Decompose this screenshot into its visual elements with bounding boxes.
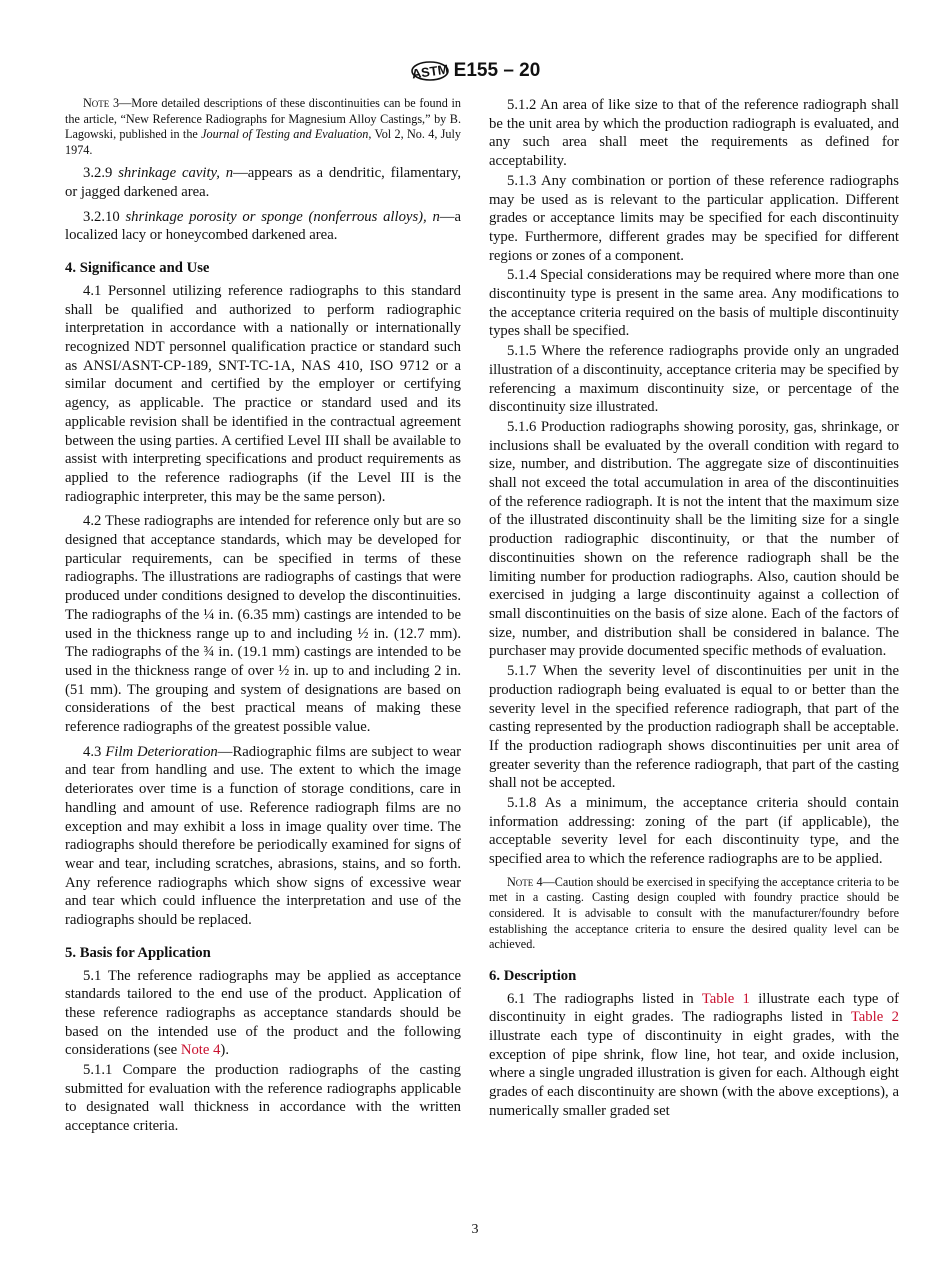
note-paragraph (65, 96, 461, 158)
cross-reference-link[interactable]: Note 4 (180, 1042, 221, 1059)
text-run: 5.1.3 Any combination or portion of these reference radiographs may be used as is relevant to the particular application. Different grades or acceptance limits may be specified for each discontinuity type. Furthermore, different grades may be specified for different regions or zones of a component. (489, 172, 899, 264)
paragraph (489, 172, 899, 266)
paragraph (489, 342, 899, 417)
text-run: 6. Description (489, 967, 577, 984)
text-run: 5. Basis for Application (65, 944, 211, 961)
section-heading (65, 944, 461, 963)
text-run: —Radiographic films are subject to wear and tear from handling and use. The extent to which the image deteriorates over time is a function of storage conditions, care in handling and amount of use. Reference radiograph films are no exception and may exhibit a loss in image quality over time. The radiographs should therefore be periodically examined for signs of wear and tear, including scratches, abrasions, stains, and so forth. Any reference radiographs which show signs of excessive wear and tear which could influence the interpretation and use of the radiographs should be replaced. (65, 743, 462, 929)
paragraph (489, 266, 899, 341)
paragraph (65, 967, 461, 1061)
text-run: 4—Caution should be exercised in specifying the acceptance criteria to be met in a casting. Casting design coupled with foundry practice should be considered. It is advisable to consult with the manufacturer/foundry before establishing the acceptance criteria to ensure the desired quality level can be achieved. (489, 874, 899, 952)
paragraph (489, 96, 899, 171)
paragraph (65, 743, 461, 930)
document-designation: E155 – 20 (453, 60, 541, 81)
cross-reference-link[interactable]: Table 2 (850, 1009, 899, 1026)
text-run: illustrate each type of discontinuity in eight grades, with the exception of pipe shrink, flow line, hot tear, and oxide inclusion, where a single ungraded illustration is given for each. Although eight grades of each discontinuity are shown (with the above exceptions), a numerically smaller graded set (489, 1027, 899, 1119)
text-run: Note (507, 874, 534, 889)
text-run: 5.1.4 Special considerations may be required where more than one discontinuity type is present in the same area. Any modifications to the acceptance criteria required on the basis of multiple discontinuity types shall be specified. (489, 267, 899, 340)
text-run: 4.2 These radiographs are intended for reference only but are so designed that acceptance standards, which may be developed for particular requirements, can be specified in terms of these radiographs. The illustrations are radiographs of castings that were produced under conditions designed to develop the discontinuities. The radiographs of the ¼ in. (6.35 mm) castings are intended to be used in the thickness range up to and including ½ in. (12.7 mm). The radiographs of the ¾ in. (19.1 mm) castings are intended to be used in the thickness range of over ½ in. up to and including 2 in. (51 mm). The grouping and system of designations are based on considerations of the best practical means of making these reference radiographs of the greatest possible value. (65, 513, 461, 736)
text-run: 5.1.7 When the severity level of discontinuities per unit in the production radiograph being evaluated is equal to or better than the severity level in the specified reference radiograph, that part of the casting represented by the production radiograph shall be acceptable. If the production radiograph shows discontinuities per unit area of greater severity than the reference radiograph, that part of the casting shall not be accepted. (489, 663, 899, 792)
paragraph (65, 164, 461, 201)
section-heading (489, 967, 899, 986)
text-run: 5.1.5 Where the reference radiographs provide only an ungraded illustration of a discontinuity, acceptance criteria may be specified by referencing a maximum discontinuity size, or percentage of the discontinuity size illustrated. (489, 343, 899, 416)
paragraph (65, 282, 461, 506)
text-run: —a localized lacy or honeycombed darkened area. (65, 208, 462, 244)
page-header (0, 56, 950, 86)
text-run: , Vol 2, No. 4, July 1974. (65, 127, 461, 157)
text-run: —appears as a dendritic, filamentary, or jagged darkened area. (65, 165, 462, 201)
italic-text: Film Deterioration (105, 743, 218, 760)
text-run: 5.1.8 As a minimum, the acceptance criteria should contain information addressing: zoning of the part (if applicable), the acceptable severity level for each discontinuity type, and the specified area to which the reference radiographs are to be applied. (489, 795, 899, 868)
text-run: 3—More detailed descriptions of these discontinuities can be found in the article, “New Reference Radiographs for Magnesium Alloy Castings,” by B. Lagowski, published in the (65, 96, 461, 142)
italic-text: shrinkage cavity, n (118, 165, 234, 182)
text-run: 3.2.9 (83, 165, 119, 182)
text-run: Note (83, 96, 110, 110)
page-number: 3 (471, 1222, 479, 1237)
text-run: 5.1.6 Production radiographs showing porosity, gas, shrinkage, or inclusions shall be evaluated by the overall condition with regard to size, number, and distribution. The aggregate size of discontinuities shall not exceed the total accumulation in area of the discontinuities of the reference radiograph. It is not the intent that the maximum size of the illustrated discontinuity shall be the limiting size for a single production radiographic discontinuity, or that the number of discontinuities shown on the reference radiograph shall be the limiting number for production radiographs. Also, caution should be exercised in judging a large discontinuity against a collection of small discontinuities on the basis of size alone. Each of the factors of size, number, and distribution shall be considered in balance. The purchaser may provide documented specific methods of evaluation. (489, 418, 899, 660)
text-run: 3.2.10 (83, 208, 126, 225)
text-run: 5.1 The reference radiographs may be applied as acceptance standards tailored to the end use of the product. Application of these reference radiographs as acceptance standards should be based on the intended use of the product and the following considerations (see (65, 967, 461, 1059)
paragraph (489, 990, 899, 1121)
astm-logo-icon (410, 56, 450, 86)
text-run: 4.1 Personnel utilizing reference radiographs to this standard shall be qualified and authorized to perform radiographic interpretation in accordance with a nationally or internationally recognized NDT personnel qualification practice or standard such as ANSI/ASNT-CP-189, SNT-TC-1A, NAS 410, ISO 9712 or a similar document and certified by the employer or certifying agency, as applicable. The practice or standard used and its applicable revision shall be identified in the contractual agreement between the using parties. A certified Level III shall be available to assist with interpreting specifications and product requirements as applied to the reference radiographs (if the Level III is the radiographic interpreter, this may be the same person). (65, 282, 461, 505)
note-paragraph (489, 875, 899, 953)
section-heading (65, 259, 461, 278)
paragraph (489, 418, 899, 661)
paragraph (489, 794, 899, 869)
text-run: illustrate each type of discontinuity in eight grades. The radiographs listed in (489, 990, 899, 1026)
text-run: 6.1 The radiographs listed in (507, 990, 702, 1007)
paragraph (65, 208, 461, 245)
text-run: 5.1.1 Compare the production radiographs of the casting submitted for evaluation with the reference radiographs applicable to designated wall thickness in accordance with the written acceptance criteria. (65, 1062, 461, 1135)
cross-reference-link[interactable]: Table 1 (701, 990, 750, 1007)
text-run: 5.1.2 An area of like size to that of the reference radiograph shall be the unit area by which the production radiograph is evaluated, and any such area shall meet the requirements as defined for acceptability. (489, 97, 899, 170)
text-run: 4.3 (83, 743, 106, 760)
paragraph (489, 662, 899, 793)
svg-text:ASTM: ASTM (410, 61, 450, 82)
text-run: 4. Significance and Use (65, 260, 210, 277)
text-run: ). (220, 1042, 229, 1059)
paragraph (65, 512, 461, 736)
paragraph (65, 1061, 461, 1136)
italic-text: shrinkage porosity or sponge (nonferrous alloys), n (125, 208, 440, 225)
left-column (65, 96, 461, 1137)
italic-text: Journal of Testing and Evaluation (201, 127, 369, 142)
right-column (489, 96, 899, 1121)
